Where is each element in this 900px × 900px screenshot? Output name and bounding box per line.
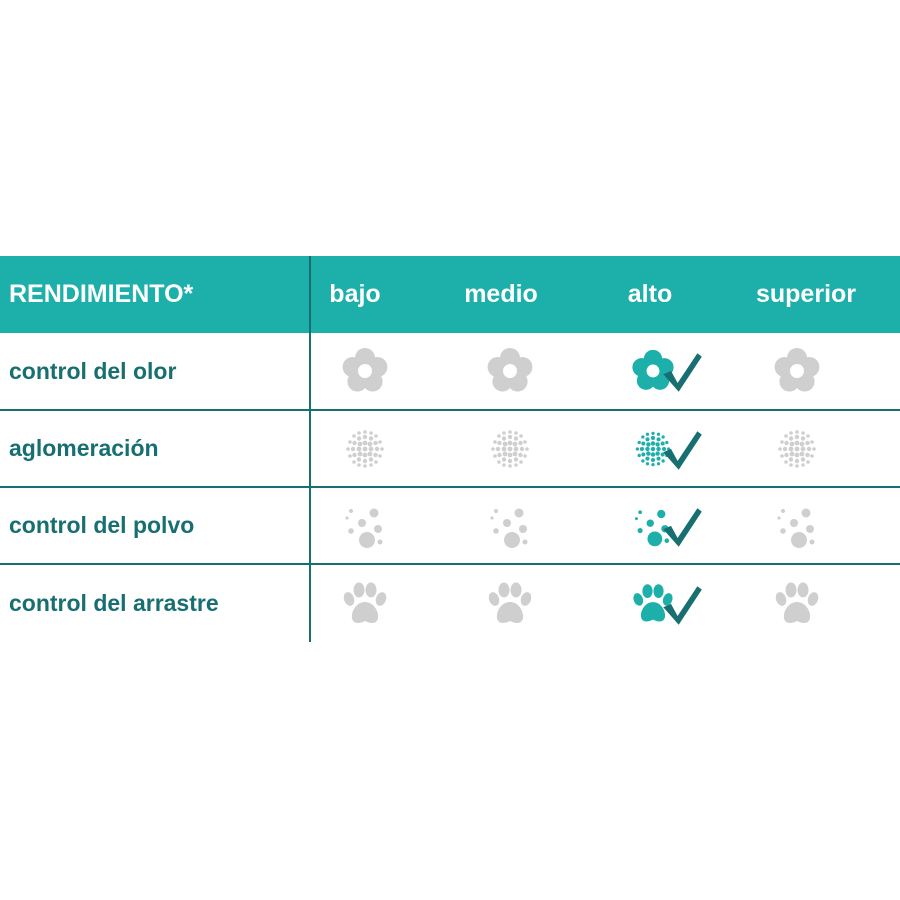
column-header-medio: medio bbox=[464, 280, 538, 308]
dot-cluster-icon bbox=[315, 411, 415, 486]
table-row bbox=[0, 488, 900, 563]
table-row bbox=[0, 565, 900, 642]
row-label-control-del-olor: control del olor bbox=[9, 357, 177, 384]
row-label-aglomeracion: aglomeración bbox=[9, 435, 159, 461]
paw-check-icon bbox=[630, 579, 710, 629]
flower-icon bbox=[460, 333, 560, 409]
column-header-bajo: bajo bbox=[329, 280, 381, 308]
dot-cluster-icon bbox=[747, 411, 847, 486]
flower-icon bbox=[747, 333, 847, 409]
column-divider bbox=[309, 256, 311, 642]
dot-cluster-check-icon bbox=[630, 424, 710, 474]
flower-check-icon bbox=[630, 346, 710, 396]
performance-table bbox=[0, 256, 900, 642]
paw-icon-selected bbox=[620, 565, 720, 642]
dot-cluster-icon-selected bbox=[620, 411, 720, 486]
paw-icon bbox=[460, 565, 560, 642]
table-row bbox=[0, 411, 900, 486]
table-row bbox=[0, 333, 900, 409]
dot-cluster-icon bbox=[460, 411, 560, 486]
paw-icon bbox=[315, 565, 415, 642]
row-label-control-del-polvo: control del polvo bbox=[9, 512, 195, 538]
dust-check-icon bbox=[630, 501, 710, 551]
dust-icon bbox=[460, 488, 560, 563]
paw-icon bbox=[747, 565, 847, 642]
dust-icon bbox=[315, 488, 415, 563]
header-label: RENDIMIENTO* bbox=[9, 280, 194, 308]
row-label-control-del-arrastre: control del arrastre bbox=[9, 590, 219, 616]
flower-icon bbox=[315, 333, 415, 409]
dust-icon bbox=[747, 488, 847, 563]
flower-icon-selected bbox=[620, 333, 720, 409]
table-header bbox=[0, 256, 900, 333]
column-header-superior: superior bbox=[755, 280, 857, 308]
dust-icon-selected bbox=[620, 488, 720, 563]
column-header-alto: alto bbox=[627, 280, 673, 308]
